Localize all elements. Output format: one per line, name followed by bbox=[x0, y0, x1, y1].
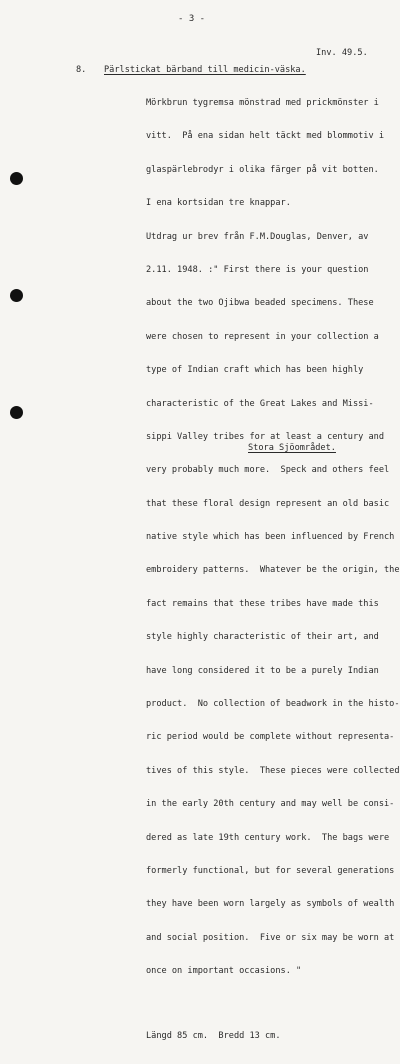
body-line: Utdrag ur brev från F.M.Douglas, Denver, av bbox=[146, 231, 369, 242]
body-line: formerly functional, but for several generations bbox=[146, 865, 395, 876]
body-line: characteristic of the Great Lakes and Missi- bbox=[146, 398, 374, 409]
body-line: product. No collection of beadwork in the histo- bbox=[146, 699, 400, 710]
body-line: sippi Valley tribes for at least a century and bbox=[146, 431, 384, 442]
body-line: once on important occasions. " bbox=[146, 966, 302, 977]
dimensions: Längd 85 cm. Bredd 13 cm. bbox=[146, 1030, 281, 1041]
body-line: glaspärlebrodyr i olika färger på vit botten. bbox=[146, 164, 379, 175]
body-line: Mörkbrun tygremsa mönstrad med prickmönster i bbox=[146, 98, 379, 108]
body-line: native style which has been influenced by French bbox=[146, 532, 395, 543]
body-line: have long considered it to be a purely Indian bbox=[146, 665, 379, 676]
body-line: I ena kortsidan tre knappar. bbox=[146, 198, 291, 209]
entry-title: Pärlstickat bärband till medicin-väska. bbox=[104, 65, 306, 75]
entry-number: 8. bbox=[76, 65, 87, 75]
body-line: about the two Ojibwa beaded specimens. These bbox=[146, 298, 374, 309]
entry-body bbox=[146, 76, 400, 1064]
page-number: - 3 - bbox=[178, 14, 206, 24]
inventory-number: Inv. 49.5. bbox=[316, 48, 368, 58]
body-line: vitt. På ena sidan helt täckt med blommotiv i bbox=[146, 131, 384, 142]
binder-hole-middle bbox=[10, 289, 23, 302]
body-line: type of Indian craft which has been highly bbox=[146, 365, 364, 376]
section-signature: Stora Sjöområdet. bbox=[248, 443, 336, 453]
body-line: they have been worn largely as symbols of wealth bbox=[146, 899, 395, 910]
body-line: that these floral design represent an old basic bbox=[146, 498, 390, 509]
body-line: style highly characteristic of their art, and bbox=[146, 632, 379, 643]
binder-hole-top bbox=[10, 172, 23, 185]
body-line: 2.11. 1948. :" First there is your question bbox=[146, 264, 369, 275]
body-line: and social position. Five or six may be worn at bbox=[146, 932, 395, 943]
body-line: in the early 20th century and may well be consi- bbox=[146, 799, 395, 810]
binder-hole-bottom bbox=[10, 406, 23, 419]
body-line: dered as late 19th century work. The bags were bbox=[146, 832, 390, 843]
body-line: fact remains that these tribes have made this bbox=[146, 598, 379, 609]
body-line: ric period would be complete without representa- bbox=[146, 732, 395, 743]
body-line: embroidery patterns. Whatever be the origin, the bbox=[146, 565, 400, 576]
body-line: tives of this style. These pieces were collected bbox=[146, 765, 400, 776]
body-line: very probably much more. Speck and others feel bbox=[146, 465, 390, 476]
body-line: were chosen to represent in your collection a bbox=[146, 331, 379, 342]
